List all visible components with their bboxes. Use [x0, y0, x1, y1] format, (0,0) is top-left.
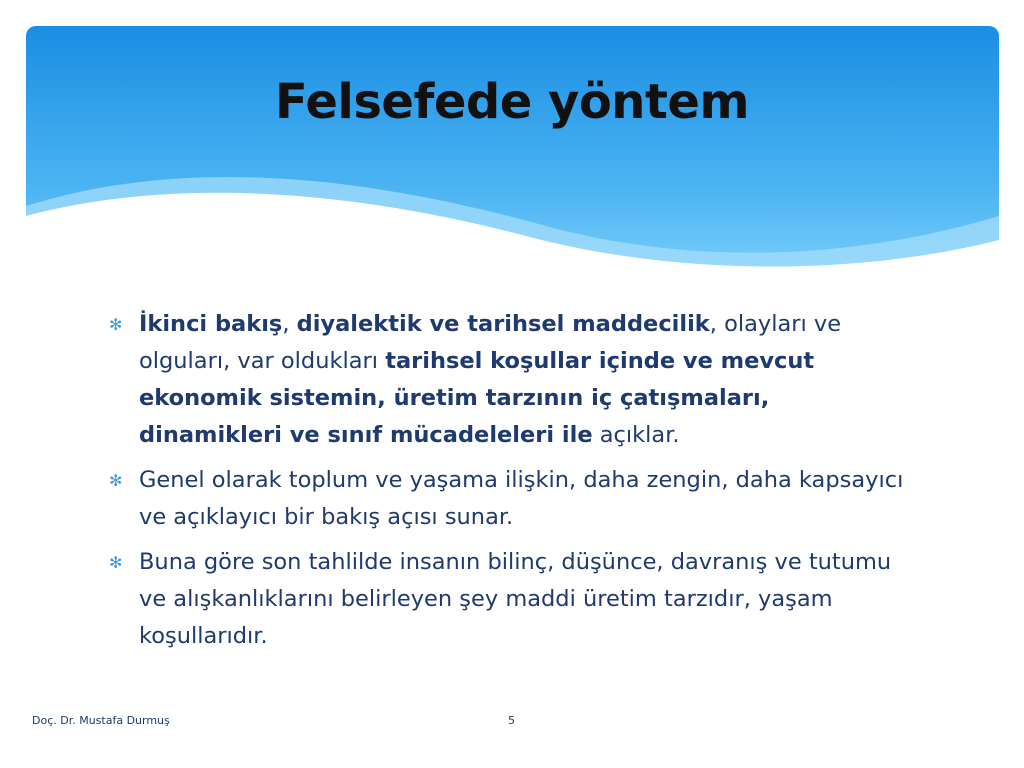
- page-number: 5: [508, 714, 515, 727]
- slide-title: Felsefede yöntem: [275, 74, 749, 130]
- asterisk-icon: ✻: [109, 315, 123, 334]
- asterisk-icon: ✻: [109, 471, 123, 490]
- asterisk-icon: ✻: [109, 553, 123, 572]
- bold-text: tarihsel koşullar içinde ve mevcut ekonomik sistemin, üretim tarzının iç çatışmaları, dinamikleri ve sınıf mücadeleleri ile: [139, 348, 815, 448]
- bullet-item: [106, 462, 906, 536]
- text: Buna göre son tahlilde insanın bilinç, düşünce, davranış ve tutumu ve alışkanlıklarını belirleyen şey maddi üretim tarzıdır, yaşam koşullarıdır.: [139, 549, 892, 649]
- bullet-item: [106, 544, 906, 655]
- header-banner: [26, 26, 999, 286]
- text: , olayları ve olguları, var oldukları: [139, 311, 842, 374]
- bold-text: diyalektik ve tarihsel maddecilik: [296, 311, 710, 337]
- bullet-item: [106, 306, 906, 454]
- footer-author: Doç. Dr. Mustafa Durmuş: [32, 714, 170, 727]
- wave-background: [26, 26, 999, 286]
- bold-text: İkinci bakış: [139, 311, 283, 337]
- text: ,: [282, 311, 297, 337]
- text: Genel olarak toplum ve yaşama ilişkin, daha zengin, daha kapsayıcı ve açıklayıcı bir bakış açısı sunar.: [139, 467, 904, 530]
- bullet-list: [106, 306, 906, 663]
- text: açıklar.: [592, 422, 680, 448]
